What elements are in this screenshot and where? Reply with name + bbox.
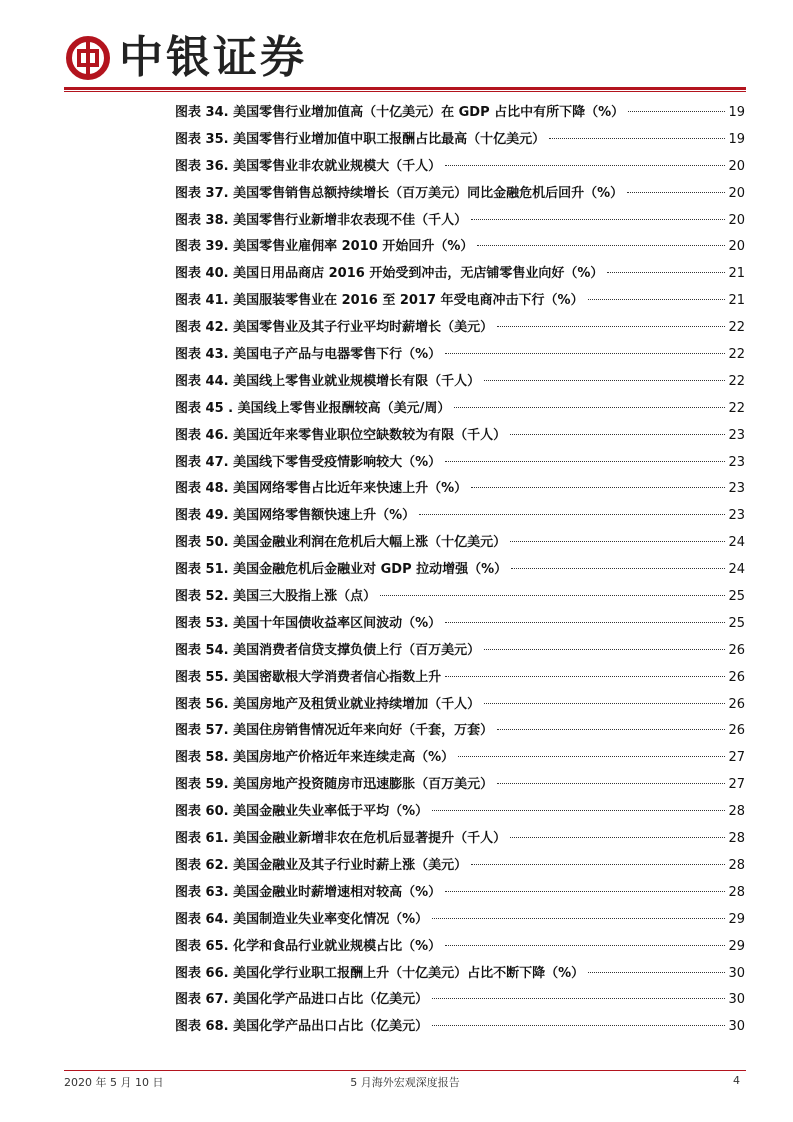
- toc-entry-label: 图表 42. 美国零售业及其子行业平均时薪增长（美元）: [175, 320, 494, 336]
- toc-dot-leader: [549, 138, 725, 139]
- toc-entry-label: 图表 51. 美国金融危机后金融业对 GDP 拉动增强（%）: [175, 562, 508, 578]
- toc-dot-leader: [588, 299, 726, 300]
- report-title: 5 月海外宏观深度报告: [350, 1076, 460, 1089]
- toc-entry[interactable]: [175, 342, 745, 369]
- toc-dot-leader: [454, 407, 725, 408]
- toc-entry-label: 图表 50. 美国金融业利润在危机后大幅上涨（十亿美元）: [175, 535, 507, 551]
- toc-entry[interactable]: [175, 476, 745, 503]
- toc-entry-page: 20: [728, 158, 745, 174]
- toc-entry[interactable]: [175, 423, 745, 450]
- toc-entry[interactable]: [175, 907, 745, 934]
- toc-entry-label: 图表 36. 美国零售业非农就业规模大（千人）: [175, 158, 442, 174]
- toc-entry[interactable]: [175, 315, 745, 342]
- header-divider: [64, 87, 746, 90]
- toc-dot-leader: [510, 837, 725, 838]
- toc-entry[interactable]: [175, 638, 745, 665]
- footer-divider: [64, 1070, 746, 1071]
- toc-entry-label: 图表 67. 美国化学产品进口占比（亿美元）: [175, 992, 429, 1008]
- toc-dot-leader: [445, 353, 725, 354]
- toc-entry[interactable]: [175, 208, 745, 235]
- brand-name: 中银证券: [119, 32, 307, 83]
- toc-dot-leader: [432, 810, 725, 811]
- toc-dot-leader: [588, 972, 725, 973]
- toc-entry-label: 图表 40. 美国日用品商店 2016 开始受到冲击，无店铺零售业向好（%）: [175, 266, 604, 282]
- toc-entry[interactable]: [175, 261, 745, 288]
- toc-entry-page: 30: [728, 965, 745, 981]
- toc-entry[interactable]: [175, 934, 745, 961]
- toc-entry-label: 图表 49. 美国网络零售额快速上升（%）: [175, 508, 416, 524]
- report-date: 2020 年 5 月 10 日: [64, 1076, 164, 1089]
- toc-entry-label: 图表 43. 美国电子产品与电器零售下行（%）: [175, 347, 442, 363]
- toc-entry-page: 25: [728, 615, 745, 631]
- toc-entry-page: 22: [728, 373, 745, 389]
- toc-dot-leader: [607, 272, 725, 273]
- toc-entry-page: 28: [728, 831, 745, 847]
- page-footer: [64, 1074, 746, 1094]
- toc-entry-label: 图表 65. 化学和食品行业就业规模占比（%）: [175, 938, 442, 954]
- toc-entry-label: 图表 68. 美国化学产品出口占比（亿美元）: [175, 1019, 429, 1035]
- toc-entry[interactable]: [175, 826, 745, 853]
- toc-dot-leader: [484, 649, 725, 650]
- toc-entry-page: 30: [728, 992, 745, 1008]
- toc-entry[interactable]: [175, 396, 745, 423]
- toc-entry-label: 图表 47. 美国线下零售受疫情影响较大（%）: [175, 454, 442, 470]
- toc-entry-page: 22: [728, 320, 745, 336]
- toc-entry-page: 27: [728, 777, 745, 793]
- toc-entry-page: 29: [728, 911, 745, 927]
- toc-dot-leader: [471, 864, 725, 865]
- toc-entry[interactable]: [175, 961, 745, 988]
- toc-dot-leader: [419, 514, 725, 515]
- toc-entry[interactable]: [175, 692, 745, 719]
- toc-dot-leader: [432, 918, 725, 919]
- toc-dot-leader: [471, 219, 725, 220]
- toc-entry-label: 图表 44. 美国线上零售业就业规模增长有限（千人）: [175, 373, 481, 389]
- toc-entry-label: 图表 37. 美国零售销售总额持续增长（百万美元）同比金融危机后回升（%）: [175, 185, 624, 201]
- toc-entry-page: 29: [728, 938, 745, 954]
- toc-entry[interactable]: [175, 530, 745, 557]
- toc-entry-label: 图表 35. 美国零售行业增加值中职工报酬占比最高（十亿美元）: [175, 131, 546, 147]
- header-divider-thin: [64, 91, 746, 92]
- toc-dot-leader: [445, 676, 725, 677]
- toc-entry-label: 图表 39. 美国零售业雇佣率 2010 开始回升（%）: [175, 239, 474, 255]
- toc-entry-label: 图表 61. 美国金融业新增非农在危机后显著提升（千人）: [175, 831, 507, 847]
- toc-entry-label: 图表 54. 美国消费者信贷支撑负债上行（百万美元）: [175, 642, 481, 658]
- toc-dot-leader: [445, 165, 725, 166]
- toc-entry[interactable]: [175, 987, 745, 1014]
- toc-dot-leader: [497, 326, 725, 327]
- toc-entry[interactable]: [175, 665, 745, 692]
- toc-entry-page: 27: [728, 750, 745, 766]
- toc-entry-page: 21: [728, 266, 745, 282]
- toc-entry[interactable]: [175, 584, 745, 611]
- toc-entry-label: 图表 55. 美国密歇根大学消费者信心指数上升: [175, 669, 442, 685]
- toc-entry-page: 23: [728, 508, 745, 524]
- toc-entry-page: 28: [728, 804, 745, 820]
- toc-dot-leader: [445, 461, 725, 462]
- page-header: [0, 0, 793, 95]
- toc-entry[interactable]: [175, 745, 745, 772]
- toc-dot-leader: [484, 380, 725, 381]
- toc-entry-page: 22: [728, 400, 745, 416]
- toc-entry-page: 28: [728, 884, 745, 900]
- toc-entry-page: 19: [728, 131, 745, 147]
- toc-entry-page: 24: [728, 535, 745, 551]
- toc-entry-page: 26: [728, 696, 745, 712]
- toc-entry[interactable]: [175, 880, 745, 907]
- toc-dot-leader: [510, 541, 725, 542]
- toc-entry[interactable]: [175, 557, 745, 584]
- toc-entry[interactable]: [175, 100, 745, 127]
- toc-entry-page: 26: [728, 669, 745, 685]
- toc-entry[interactable]: [175, 369, 745, 396]
- toc-entry-label: 图表 52. 美国三大股指上涨（点）: [175, 589, 377, 605]
- toc-entry[interactable]: [175, 181, 745, 208]
- toc-entry-page: 20: [728, 239, 745, 255]
- toc-entry-label: 图表 63. 美国金融业时薪增速相对较高（%）: [175, 884, 442, 900]
- toc-entry-page: 19: [728, 105, 745, 120]
- table-of-figures: [175, 100, 745, 1041]
- toc-entry-page: 22: [728, 347, 745, 363]
- toc-dot-leader: [497, 729, 725, 730]
- toc-entry-label: 图表 34. 美国零售行业增加值高（十亿美元）在 GDP 占比中有所下降（%）: [175, 105, 625, 120]
- toc-entry-label: 图表 45 . 美国线上零售业报酬较高（美元/周）: [175, 400, 451, 416]
- toc-dot-leader: [380, 595, 725, 596]
- toc-entry-page: 25: [728, 589, 745, 605]
- toc-entry-label: 图表 56. 美国房地产及租赁业就业持续增加（千人）: [175, 696, 481, 712]
- toc-entry-page: 23: [728, 427, 745, 443]
- toc-dot-leader: [628, 111, 725, 112]
- toc-entry-label: 图表 53. 美国十年国债收益率区间波动（%）: [175, 615, 442, 631]
- toc-entry[interactable]: [175, 288, 745, 315]
- bank-of-china-logo-icon: [66, 36, 110, 80]
- toc-dot-leader: [627, 192, 725, 193]
- toc-entry-label: 图表 38. 美国零售行业新增非农表现不佳（千人）: [175, 212, 468, 228]
- toc-dot-leader: [458, 756, 725, 757]
- toc-entry[interactable]: [175, 772, 745, 799]
- toc-entry-label: 图表 66. 美国化学行业职工报酬上升（十亿美元）占比不断下降（%）: [175, 965, 585, 981]
- toc-dot-leader: [484, 703, 725, 704]
- toc-entry[interactable]: [175, 611, 745, 638]
- toc-dot-leader: [511, 568, 725, 569]
- toc-entry[interactable]: [175, 234, 745, 261]
- toc-entry[interactable]: [175, 718, 745, 745]
- toc-entry-page: 21: [728, 293, 745, 309]
- toc-entry-page: 20: [728, 212, 745, 228]
- toc-dot-leader: [510, 434, 725, 435]
- toc-entry[interactable]: [175, 503, 745, 530]
- page-number: 4: [733, 1074, 740, 1087]
- toc-dot-leader: [477, 245, 725, 246]
- toc-entry-page: 23: [728, 481, 745, 497]
- toc-entry-label: 图表 41. 美国服装零售业在 2016 至 2017 年受电商冲击下行（%）: [175, 293, 584, 309]
- toc-entry-page: 30: [728, 1019, 745, 1035]
- toc-entry-page: 28: [728, 857, 745, 873]
- toc-dot-leader: [432, 1025, 725, 1026]
- toc-dot-leader: [445, 622, 725, 623]
- toc-entry-label: 图表 58. 美国房地产价格近年来连续走高（%）: [175, 750, 455, 766]
- toc-entry[interactable]: [175, 154, 745, 181]
- toc-entry[interactable]: [175, 127, 745, 154]
- toc-entry-label: 图表 64. 美国制造业失业率变化情况（%）: [175, 911, 429, 927]
- toc-entry[interactable]: [175, 450, 745, 477]
- toc-entry-label: 图表 57. 美国住房销售情况近年来向好（千套，万套）: [175, 723, 494, 739]
- toc-entry-page: 20: [728, 185, 745, 201]
- toc-entry-label: 图表 46. 美国近年来零售业职位空缺数较为有限（千人）: [175, 427, 507, 443]
- toc-entry-page: 23: [728, 454, 745, 470]
- toc-entry-page: 26: [728, 642, 745, 658]
- toc-entry-page: 24: [728, 562, 745, 578]
- toc-entry-label: 图表 48. 美国网络零售占比近年来快速上升（%）: [175, 481, 468, 497]
- toc-entry-label: 图表 62. 美国金融业及其子行业时薪上涨（美元）: [175, 857, 468, 873]
- toc-entry-page: 26: [728, 723, 745, 739]
- toc-entry-label: 图表 60. 美国金融业失业率低于平均（%）: [175, 804, 429, 820]
- toc-dot-leader: [432, 998, 725, 999]
- toc-entry[interactable]: [175, 799, 745, 826]
- toc-entry-label: 图表 59. 美国房地产投资随房市迅速膨胀（百万美元）: [175, 777, 494, 793]
- toc-entry[interactable]: [175, 1014, 745, 1041]
- toc-dot-leader: [445, 891, 725, 892]
- toc-dot-leader: [445, 945, 725, 946]
- toc-dot-leader: [497, 783, 725, 784]
- toc-dot-leader: [471, 487, 725, 488]
- toc-entry[interactable]: [175, 853, 745, 880]
